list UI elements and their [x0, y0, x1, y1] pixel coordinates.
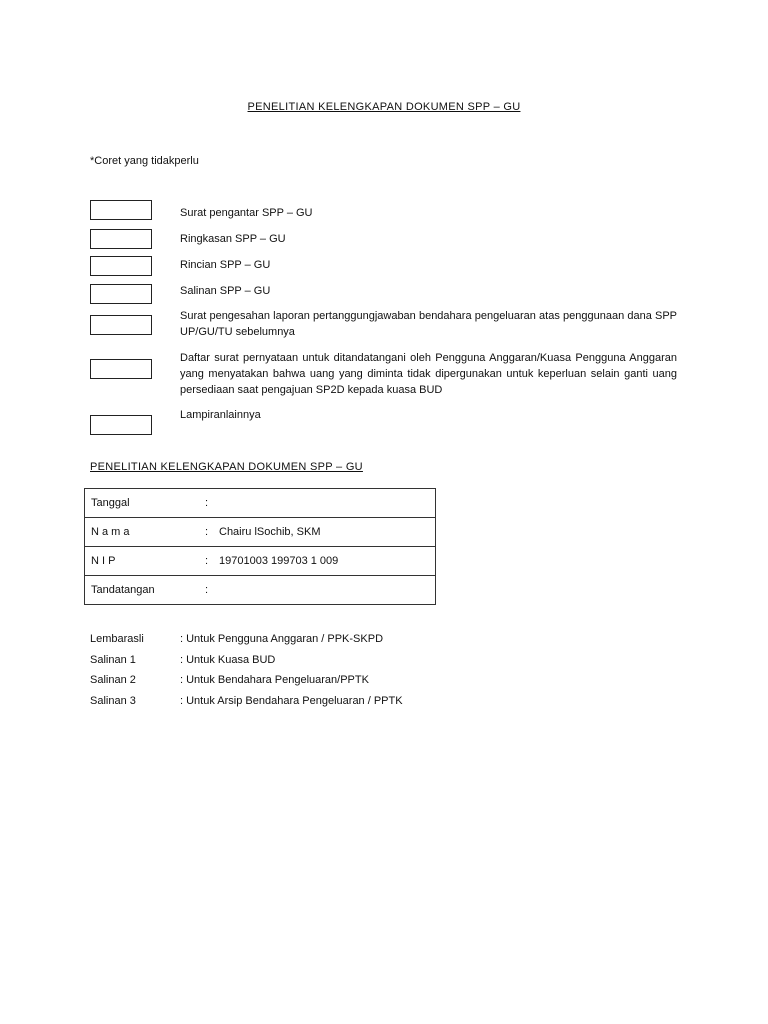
distribution-value: : Untuk Kuasa BUD — [180, 653, 276, 666]
checkbox-surat-pengantar[interactable] — [90, 200, 152, 220]
row-separator: : — [205, 518, 219, 547]
row-value[interactable] — [219, 489, 436, 518]
checkbox-surat-pengesahan[interactable] — [90, 315, 152, 335]
checkbox-salinan[interactable] — [90, 284, 152, 304]
distribution-label: Salinan 2 — [90, 674, 136, 686]
checklist-item-rincian: Rincian SPP – GU — [180, 259, 271, 271]
checklist-item-ringkasan: Ringkasan SPP – GU — [180, 233, 286, 245]
distribution-value: : Untuk Arsip Bendahara Pengeluaran / PPTK — [180, 694, 403, 707]
row-separator: : — [205, 576, 219, 605]
checkbox-lampiran-lainnya[interactable] — [90, 415, 152, 435]
row-label: Tandatangan — [85, 576, 206, 605]
checkbox-rincian[interactable] — [90, 256, 152, 276]
distribution-value: : Untuk Pengguna Anggaran / PPK-SKPD — [180, 633, 384, 645]
row-value[interactable]: Chairu lSochib, SKM — [219, 518, 436, 547]
signature-table — [84, 488, 436, 605]
distribution-label: Salinan 3 — [90, 694, 136, 707]
checklist-item-lampiran-lainnya: Lampiranlainnya — [180, 409, 261, 421]
row-separator: : — [205, 547, 219, 576]
table-row-nama — [85, 518, 436, 547]
checkbox-daftar-surat-pernyataan[interactable] — [90, 359, 152, 379]
distribution-label: Lembarasli — [90, 633, 144, 645]
document-title: PENELITIAN KELENGKAPAN DOKUMEN SPP – GU — [247, 101, 521, 113]
checklist-item-surat-pengantar: Surat pengantar SPP – GU — [180, 207, 313, 219]
table-row-tanggal — [85, 489, 436, 518]
section-subtitle: PENELITIAN KELENGKAPAN DOKUMEN SPP – GU — [90, 461, 363, 473]
list-item — [90, 691, 403, 712]
checklist-item-daftar-surat-pernyataan: Daftar surat pernyataan untuk ditandatangani oleh Pengguna Anggaran/Kuasa Pengguna Anggaran yang menyatakan bahwa uang yang diminta tidak dipergunakan untuk keperluan selain ganti uang persediaan saat pengajuan SP2D kepada kuasa BUD — [180, 352, 677, 396]
distribution-label: Salinan 1 — [90, 653, 136, 666]
checkbox-ringkasan[interactable] — [90, 229, 152, 249]
distribution-list — [90, 629, 403, 711]
row-value[interactable] — [219, 576, 436, 605]
distribution-value: : Untuk Bendahara Pengeluaran/PPTK — [180, 674, 369, 686]
row-label: N I P — [85, 547, 206, 576]
list-item — [90, 650, 403, 671]
table-row-tandatangan — [85, 576, 436, 605]
instruction-note: *Coret yang tidakperlu — [90, 155, 199, 167]
table-row-nip — [85, 547, 436, 576]
list-item — [90, 629, 403, 650]
list-item — [90, 670, 403, 691]
row-value[interactable]: 19701003 199703 1 009 — [219, 547, 436, 576]
checklist-item-salinan: Salinan SPP – GU — [180, 285, 271, 297]
row-separator: : — [205, 489, 219, 518]
row-label: N a m a — [85, 518, 206, 547]
row-label: Tanggal — [85, 489, 206, 518]
checklist-item-surat-pengesahan: Surat pengesahan laporan pertanggungjawaban bendahara pengeluaran atas penggunaan dana SPP UP/GU/TU sebelumnya — [180, 310, 677, 338]
